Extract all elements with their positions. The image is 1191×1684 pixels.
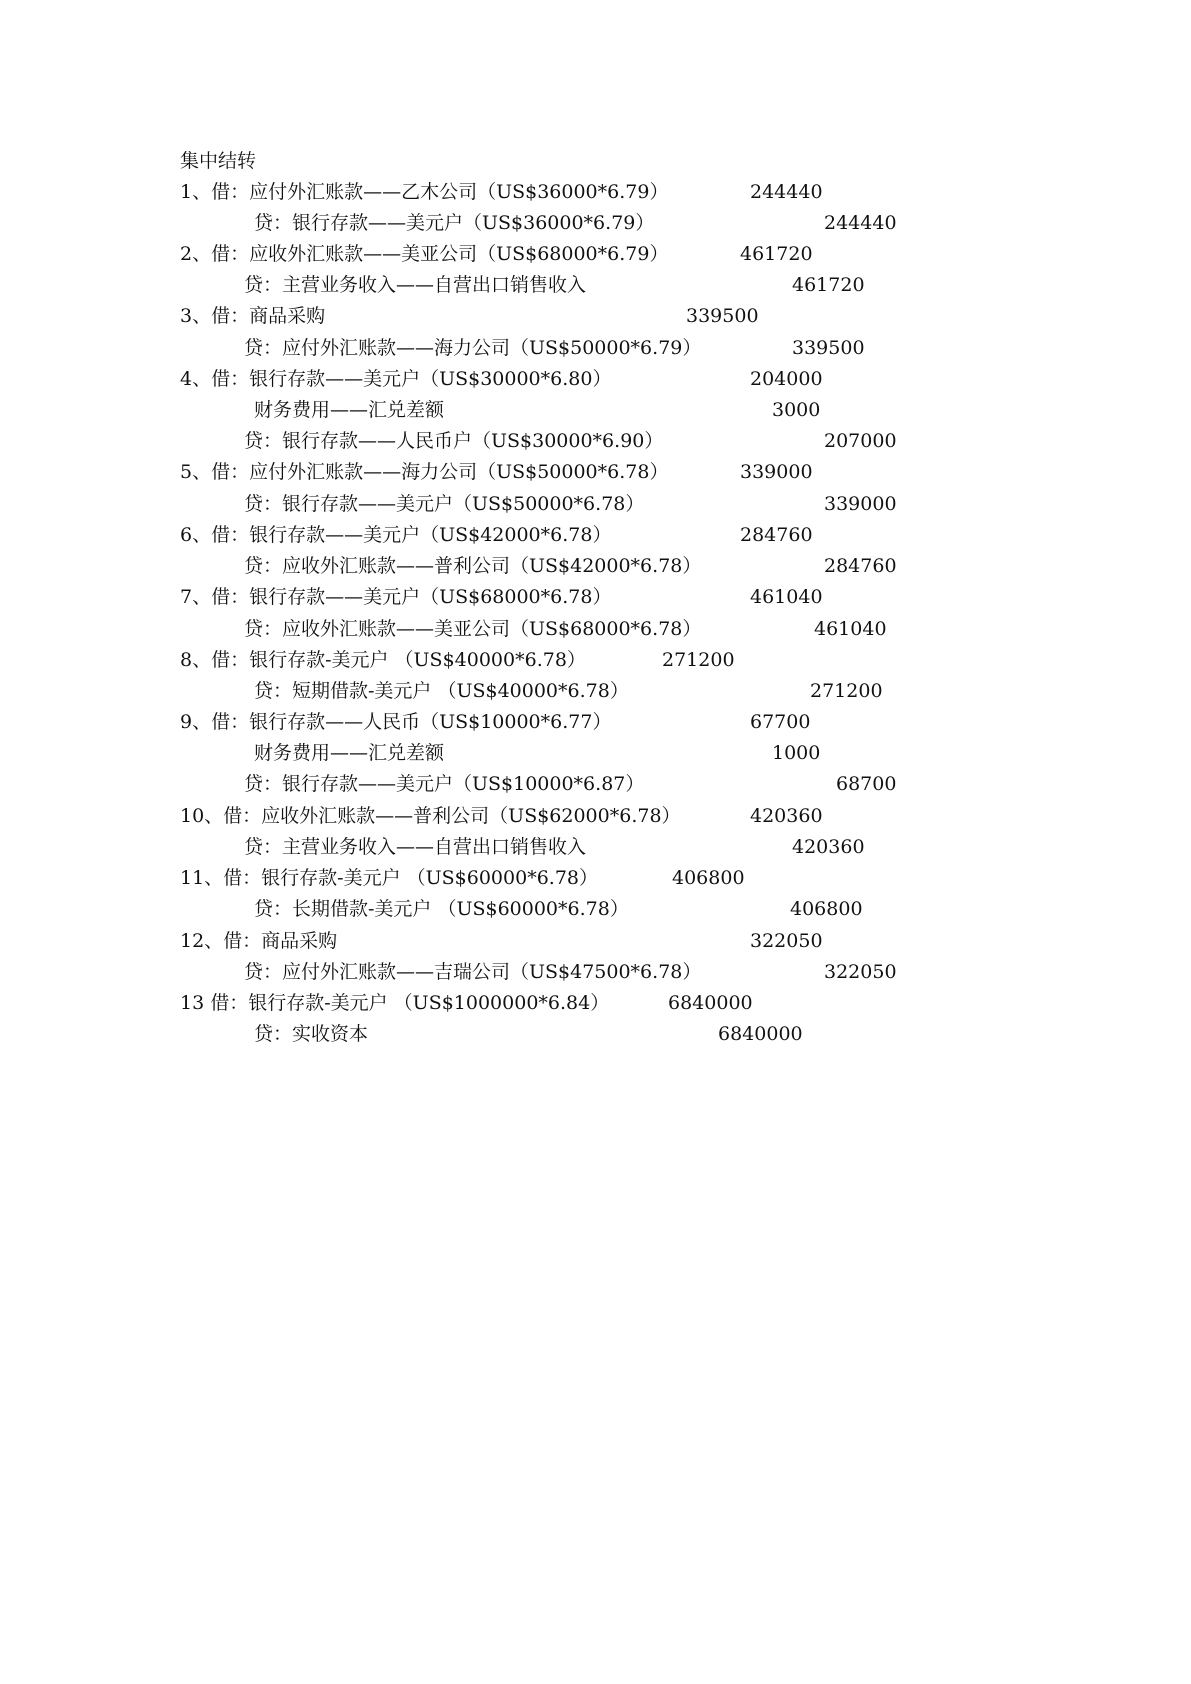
entry-amount-15: 461040 [814,618,887,640]
entry-amount-20: 68700 [836,773,897,795]
entry-amount-8: 3000 [772,399,821,421]
entry-amount-4: 461720 [792,274,865,296]
entry-amount-18: 67700 [750,711,811,733]
entry-amount-6: 339500 [792,337,865,359]
entry-line-6: 贷：应付外汇账款——海力公司（US$50000*6.79） [244,337,702,359]
document-title: 集中结转 [180,150,257,172]
entry-line-15: 贷：应收外汇账款——美亚公司（US$68000*6.78） [244,618,702,640]
entry-line-12: 6、借：银行存款——美元户（US$42000*6.78） [180,524,612,546]
entry-amount-11: 339000 [824,493,897,515]
entry-amount-16: 271200 [662,649,735,671]
entry-amount-26: 322050 [824,961,897,983]
entry-line-1: 1、借：应付外汇账款——乙木公司（US$36000*6.79） [180,181,669,203]
entry-amount-23: 406800 [672,867,745,889]
entry-amount-24: 406800 [790,898,863,920]
entry-amount-28: 6840000 [718,1023,803,1045]
entry-amount-14: 461040 [750,586,823,608]
entry-line-28: 贷：实收资本 [254,1023,369,1045]
entry-amount-5: 339500 [686,305,759,327]
entry-line-17: 贷：短期借款-美元户 （US$40000*6.78） [254,680,629,702]
entry-amount-22: 420360 [792,836,865,858]
entry-line-23: 11、借：银行存款-美元户 （US$60000*6.78） [180,867,599,889]
entry-line-21: 10、借：应收外汇账款——普利公司（US$62000*6.78） [180,805,681,827]
entry-line-27: 13 借：银行存款-美元户 （US$1000000*6.84） [180,992,610,1014]
entry-amount-7: 204000 [750,368,823,390]
entry-line-13: 贷：应收外汇账款——普利公司（US$42000*6.78） [244,555,702,577]
entry-line-4: 贷：主营业务收入——自营出口销售收入 [244,274,587,296]
entry-line-18: 9、借：银行存款——人民币（US$10000*6.77） [180,711,612,733]
entry-amount-13: 284760 [824,555,897,577]
entry-line-8: 财务费用——汇兑差额 [254,399,445,421]
entry-line-3: 2、借：应收外汇账款——美亚公司（US$68000*6.79） [180,243,669,265]
entry-amount-27: 6840000 [668,992,753,1014]
entry-amount-25: 322050 [750,930,823,952]
entry-amount-10: 339000 [740,461,813,483]
entry-line-14: 7、借：银行存款——美元户（US$68000*6.78） [180,586,612,608]
entry-amount-12: 284760 [740,524,813,546]
entry-line-19: 财务费用——汇兑差额 [254,742,445,764]
entry-amount-9: 207000 [824,430,897,452]
entry-amount-3: 461720 [740,243,813,265]
entry-line-25: 12、借：商品采购 [180,930,338,952]
entry-amount-21: 420360 [750,805,823,827]
entry-line-24: 贷：长期借款-美元户 （US$60000*6.78） [254,898,629,920]
entry-amount-19: 1000 [772,742,821,764]
entry-line-2: 贷：银行存款——美元户（US$36000*6.79） [254,212,655,234]
entry-line-9: 贷：银行存款——人民币户（US$30000*6.90） [244,430,664,452]
entry-line-26: 贷：应付外汇账款——吉瑞公司（US$47500*6.78） [244,961,702,983]
entry-amount-1: 244440 [750,181,823,203]
entry-line-10: 5、借：应付外汇账款——海力公司（US$50000*6.78） [180,461,669,483]
entry-amount-2: 244440 [824,212,897,234]
entry-amount-17: 271200 [810,680,883,702]
entry-line-22: 贷：主营业务收入——自营出口销售收入 [244,836,587,858]
entry-line-7: 4、借：银行存款——美元户（US$30000*6.80） [180,368,612,390]
entry-line-5: 3、借：商品采购 [180,305,326,327]
entry-line-11: 贷：银行存款——美元户（US$50000*6.78） [244,493,645,515]
entry-line-16: 8、借：银行存款-美元户 （US$40000*6.78） [180,649,586,671]
entry-line-20: 贷：银行存款——美元户（US$10000*6.87） [244,773,645,795]
